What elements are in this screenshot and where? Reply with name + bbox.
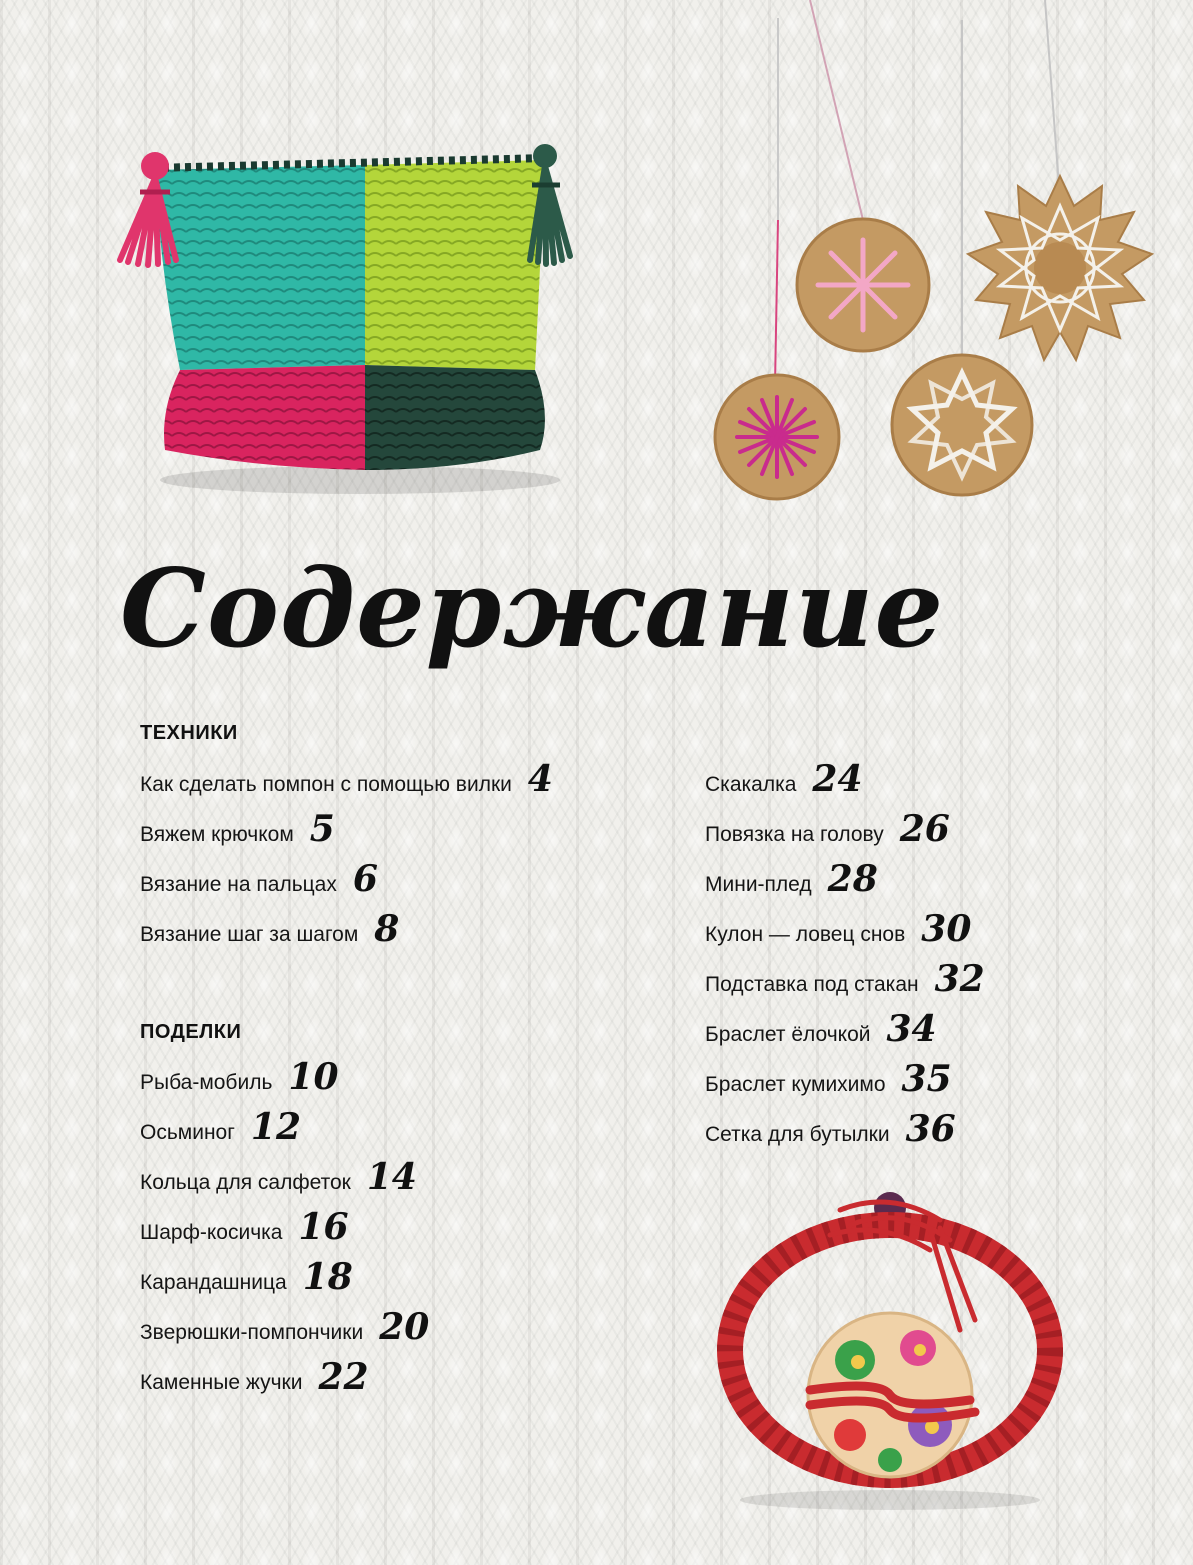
toc-entry-title: Вяжем крючком xyxy=(140,823,294,846)
toc-entry-page: 32 xyxy=(934,958,985,1000)
toc-entry-title: Браслет кумихимо xyxy=(705,1073,886,1096)
toc-entry[interactable] xyxy=(705,1058,985,1108)
toc-entry-page: 5 xyxy=(309,808,335,850)
toc-entry-page: 28 xyxy=(827,858,878,900)
toc-entry-page: 10 xyxy=(288,1056,339,1098)
toc-entry[interactable] xyxy=(705,958,985,1008)
toc-entry[interactable] xyxy=(140,1156,429,1206)
toc-entry-title: Подставка под стакан xyxy=(705,973,919,996)
toc-entry-page: 14 xyxy=(366,1156,417,1198)
toc-entry-title: Вязание на пальцах xyxy=(140,873,337,896)
toc-entry-page: 22 xyxy=(318,1356,369,1398)
toc-entry[interactable] xyxy=(705,1008,985,1058)
toc-entry-title: Рыба-мобиль xyxy=(140,1071,273,1094)
toc-entry-title: Повязка на голову xyxy=(705,823,884,846)
friendship-bracelet-photo xyxy=(690,1180,1070,1520)
toc-entry[interactable] xyxy=(705,1108,985,1158)
toc-entry[interactable] xyxy=(140,1056,429,1106)
toc-entry-title: Браслет ёлочкой xyxy=(705,1023,871,1046)
toc-entry-title: Зверюшки-помпончики xyxy=(140,1321,364,1344)
toc-entry-title: Шарф-косичка xyxy=(140,1221,283,1244)
toc-entry-page: 12 xyxy=(250,1106,301,1148)
toc-entry[interactable] xyxy=(705,808,985,858)
toc-entry-title: Вязание шаг за шагом xyxy=(140,923,359,946)
toc-entry[interactable] xyxy=(705,908,985,958)
toc-entry[interactable] xyxy=(140,908,553,958)
toc-entry[interactable] xyxy=(140,808,553,858)
toc-entry[interactable] xyxy=(140,1106,429,1156)
toc-entry-title: Скакалка xyxy=(705,773,797,796)
section-heading-crafts: ПОДЕЛКИ xyxy=(140,1021,242,1043)
toc-entry-page: 20 xyxy=(379,1306,430,1348)
toc-entry[interactable] xyxy=(705,858,985,908)
crafts-list xyxy=(140,1056,429,1406)
toc-entry-title: Сетка для бутылки xyxy=(705,1123,890,1146)
toc-entry-page: 18 xyxy=(302,1256,353,1298)
toc-entry-page: 6 xyxy=(352,858,378,900)
toc-entry-title: Осьминог xyxy=(140,1121,235,1144)
toc-entry-title: Кулон — ловец снов xyxy=(705,923,906,946)
crochet-hat-photo xyxy=(60,130,660,500)
toc-entry-page: 30 xyxy=(921,908,972,950)
toc-entry-page: 4 xyxy=(527,758,553,800)
cardboard-ornaments-photo xyxy=(700,0,1193,540)
toc-entry-title: Кольца для салфеток xyxy=(140,1171,351,1194)
toc-entry-page: 35 xyxy=(901,1058,952,1100)
toc-entry-title: Мини-плед xyxy=(705,873,812,896)
toc-entry-page: 16 xyxy=(298,1206,349,1248)
page-title: Содержание xyxy=(120,546,945,672)
toc-entry-title: Карандашница xyxy=(140,1271,287,1294)
toc-entry[interactable] xyxy=(140,1356,429,1406)
toc-entry[interactable] xyxy=(140,1306,429,1356)
toc-entry[interactable] xyxy=(705,758,985,808)
toc-entry-title: Каменные жучки xyxy=(140,1371,303,1394)
toc-entry-page: 8 xyxy=(374,908,400,950)
toc-entry-title: Как сделать помпон с помощью вилки xyxy=(140,773,512,796)
toc-entry[interactable] xyxy=(140,758,553,808)
toc-entry[interactable] xyxy=(140,1256,429,1306)
toc-entry-page: 36 xyxy=(905,1108,956,1150)
section-heading-techniques: ТЕХНИКИ xyxy=(140,722,238,744)
toc-entry[interactable] xyxy=(140,858,553,908)
toc-entry-page: 24 xyxy=(812,758,863,800)
toc-entry[interactable] xyxy=(140,1206,429,1256)
toc-entry-page: 34 xyxy=(886,1008,937,1050)
techniques-list xyxy=(140,758,553,958)
crafts-list-continued xyxy=(705,758,985,1158)
toc-entry-page: 26 xyxy=(899,808,950,850)
